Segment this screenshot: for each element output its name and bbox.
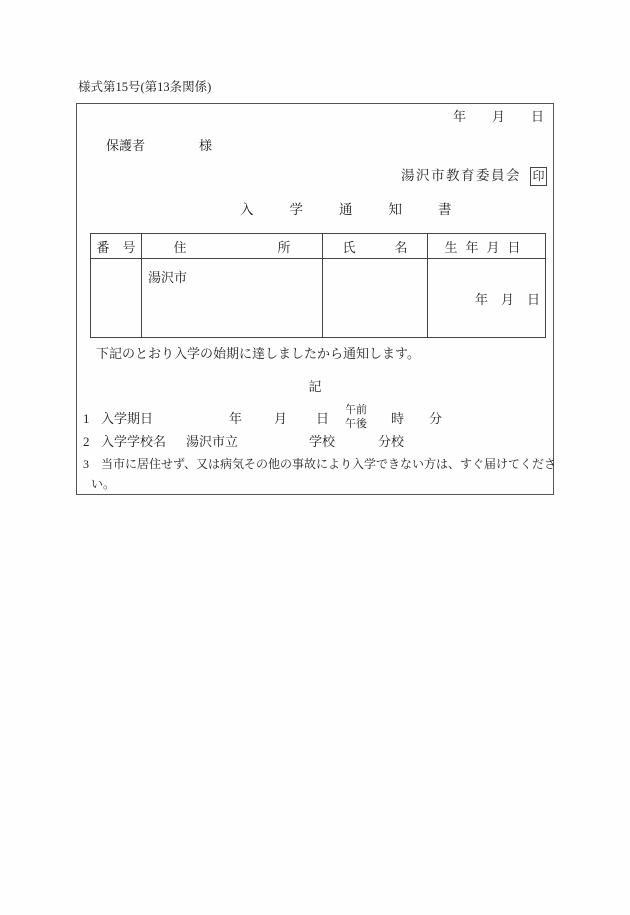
- seal-stamp-box: 印: [530, 167, 547, 186]
- form-number-label: 様式第15号(第13条関係): [78, 80, 212, 94]
- item2-branch: 分校: [378, 434, 405, 449]
- item1-year: 年: [229, 411, 243, 426]
- item3-text-line2: い。: [91, 477, 116, 491]
- item1-day: 日: [316, 411, 330, 426]
- notification-sentence: 下記のとおり入学の始期に達しましたから通知します。: [96, 346, 420, 361]
- student-info-table: [90, 233, 546, 338]
- cell-birthdate: 年 月 日: [428, 259, 546, 338]
- item3-number: 3: [83, 457, 89, 471]
- item1-am-pm: [345, 404, 367, 431]
- col-header-number: 番 号: [91, 234, 142, 259]
- item1-label: 入学期日: [101, 411, 154, 426]
- item1-month: 月: [274, 411, 288, 426]
- item3-text-line1: 当市に居住せず、又は病気その他の事故により入学できない方は、すぐ届けてくださ: [101, 457, 557, 471]
- item1-pm: 午後: [345, 417, 367, 430]
- col-header-birthdate: 生年月日: [428, 234, 546, 259]
- issuer-line: [401, 166, 547, 186]
- issue-date-line: 年 月 日: [452, 109, 544, 124]
- issuer-name: 湯沢市教育委員会: [401, 168, 521, 184]
- guardian-honorific: 様: [199, 138, 213, 153]
- col-header-name: 氏 名: [323, 234, 428, 259]
- document-title: 入学通知書: [240, 202, 488, 217]
- cell-number: [91, 259, 142, 338]
- table-row: [91, 259, 546, 338]
- item-school-name: [77, 435, 553, 451]
- cell-name: [323, 259, 428, 338]
- cell-address: 湯沢市: [142, 259, 323, 338]
- item1-hour: 時: [391, 411, 405, 426]
- notice-form-box: [76, 103, 557, 495]
- guardian-line: [106, 139, 212, 152]
- col-header-address: 住 所: [142, 234, 323, 259]
- item2-number: 2: [83, 434, 90, 449]
- item-note-line2: [77, 478, 553, 493]
- table-header-row: [91, 234, 546, 259]
- item1-number: 1: [83, 411, 90, 426]
- item1-minute: 分: [429, 411, 443, 426]
- record-heading: 記: [308, 379, 322, 394]
- item2-school: 学校: [309, 434, 336, 449]
- item-entrance-date: [77, 404, 553, 434]
- item2-label: 入学学校名: [101, 434, 167, 449]
- item2-city: 湯沢市立: [186, 434, 239, 449]
- item-note-line1: [77, 457, 557, 473]
- guardian-label: 保護者: [106, 138, 146, 153]
- item1-am: 午前: [345, 404, 367, 416]
